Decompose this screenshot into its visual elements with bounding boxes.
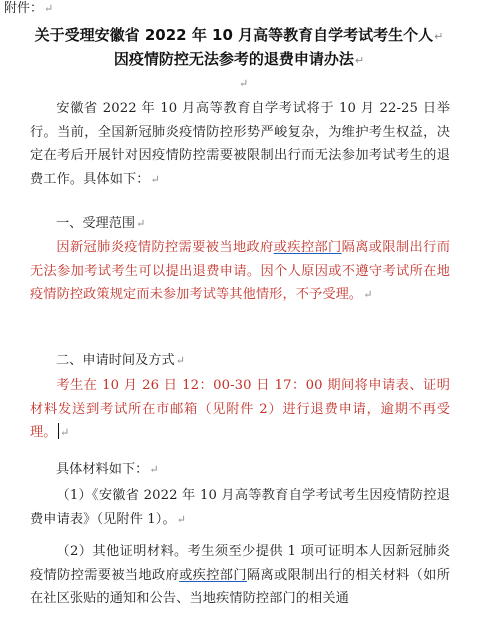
paragraph-mark: ↵ — [176, 512, 187, 526]
title-line-1: 关于受理安徽省 2022 年 10 月高等教育自学考试考生个人↵ — [34, 26, 444, 44]
paragraph-mark: ↵ — [60, 426, 70, 439]
paragraph-mark: ↵ — [434, 30, 444, 43]
materials-heading: 具体材料如下：↵ — [56, 462, 159, 477]
paragraph-mark: ↵ — [354, 54, 365, 67]
paragraph-mark: ↵ — [44, 2, 54, 15]
underlined-text: 或疾控部门 — [179, 567, 247, 583]
underlined-text: 或疾控部门 — [273, 240, 342, 255]
paragraph-mark: ↵ — [136, 217, 146, 230]
materials-item-1: （1）《安徽省 2022 年 10 月高等教育自学考试考生因疫情防控退费申请表》（见附件 1）。↵ — [30, 488, 450, 527]
title-line-2: 因疫情防控无法参考的退费申请办法↵ — [113, 50, 365, 68]
attachment-label: 附件：↵ — [4, 1, 54, 16]
paragraph-mark: ↵ — [175, 354, 185, 367]
empty-paragraph-mark: ↵ — [239, 77, 249, 90]
section-1-paragraph: 因新冠肺炎疫情防控需要被当地政府或疾控部门隔离或限制出行而无法参加考试考生可以提出退费申请。因个人原因或不遵守考试所在地疫情防控政策规定而未参加考试等其他情形，不予受理。↵ — [30, 240, 450, 302]
text-cursor — [58, 423, 60, 439]
paragraph-mark: ↵ — [150, 172, 160, 186]
intro-paragraph: 安徽省 2022 年 10 月高等教育自学考试将于 10 月 22-25 日举行。当前，全国新冠肺炎疫情防控形势严峻复杂，为维护考生权益，决定在考后开展针对因疫情防控需要被限制出行而无法参加考试考生的退费工作。具体如下：↵ — [30, 101, 450, 187]
section-1-heading: 一、受理范围↵ — [56, 216, 146, 231]
section-2-heading: 二、申请时间及方式↵ — [56, 353, 185, 368]
paragraph-mark: ↵ — [149, 463, 159, 476]
document-title — [0, 24, 478, 72]
materials-item-2: （2）其他证明材料。考生须至少提供 1 项可证明本人因新冠肺炎疫情防控需要被当地政府或疾控部门隔离或限制出行的相关材料（如所在社区张贴的通知和公告、当地疾情防控部门的相关通 — [30, 544, 451, 606]
paragraph-mark: ↵ — [363, 288, 373, 301]
section-2-paragraph: 考生在 10 月 26 日 12：00-30 日 17：00 期间将申请表、证明材料发送到考试所在市邮箱（见附件 2）进行退费申请，逾期不再受理。 ↵ — [30, 378, 450, 440]
